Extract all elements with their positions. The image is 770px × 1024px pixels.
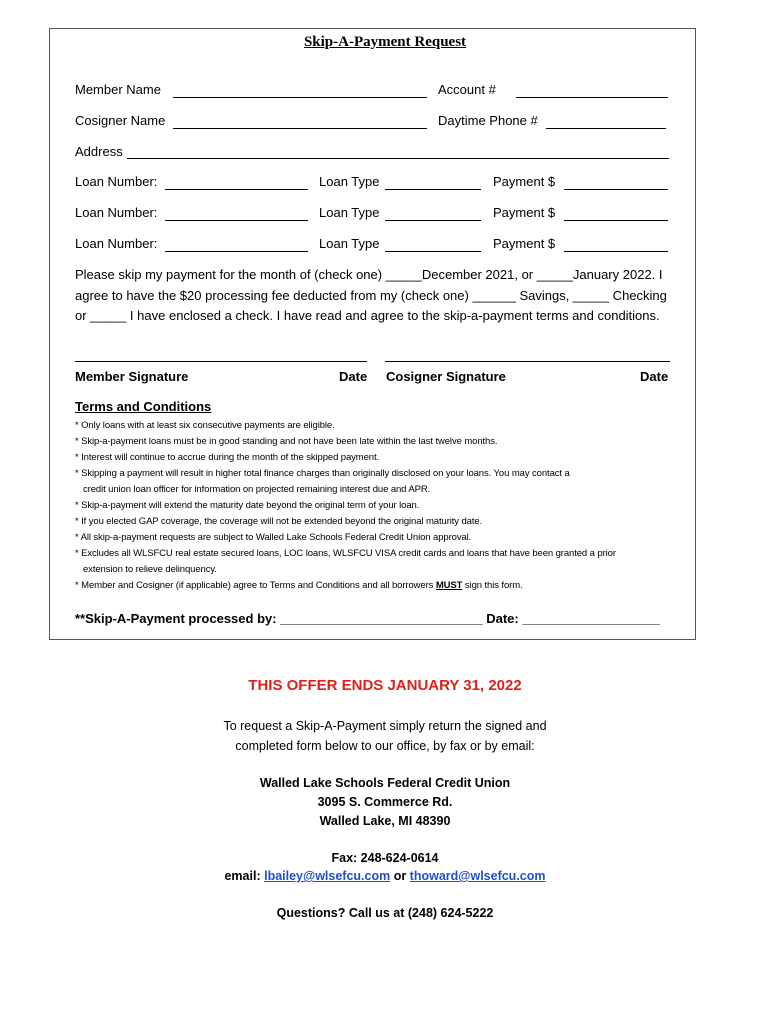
skip-request-paragraph [75, 265, 700, 327]
must-emphasis: MUST [435, 580, 463, 591]
loan-number-field[interactable] [165, 251, 308, 252]
org-name: Walled Lake Schools Federal Credit Union [259, 776, 511, 790]
paragraph-line: agree to have the $20 processing fee deducted from my (check one) ______ Savings, _____ Checking [75, 287, 667, 303]
instructions-line: completed form below to our office, by fax or by email: [235, 739, 535, 753]
terms-item: extension to relieve delinquency. [83, 564, 217, 575]
terms-item: * Skip-a-payment loans must be in good standing and not have been late within the last twelve months. [75, 436, 498, 447]
terms-heading: Terms and Conditions [75, 399, 212, 414]
terms-list [75, 418, 695, 594]
member-signature-label: Member Signature [75, 369, 189, 384]
loan-number-label: Loan Number: [75, 174, 158, 189]
email-line [0, 869, 770, 883]
cosigner-signature-label: Cosigner Signature [386, 369, 506, 384]
cosigner-signature-field[interactable] [385, 361, 670, 362]
terms-item: * All skip-a-payment requests are subject to Walled Lake Schools Federal Credit Union approval. [75, 532, 472, 543]
terms-item: * Skip-a-payment will extend the maturity date beyond the original term of your loan. [75, 500, 420, 511]
email-label: email: [224, 869, 265, 883]
payment-label: Payment $ [493, 174, 556, 189]
street-address: 3095 S. Commerce Rd. [317, 795, 453, 809]
member-name-label: Member Name [75, 82, 161, 97]
terms-item: * Only loans with at least six consecutive payments are eligible. [75, 420, 335, 431]
member-date-label: Date [339, 369, 368, 384]
loan-type-label: Loan Type [319, 174, 380, 189]
processed-by-line: **Skip-A-Payment processed by: ____________________________ Date: ___________________ [75, 611, 660, 626]
terms-text: * Member and Cosigner (if applicable) agree to Terms and Conditions and all borrowers [75, 580, 436, 591]
cosigner-name-field[interactable] [173, 128, 427, 129]
loan-type-field[interactable] [385, 189, 481, 190]
payment-field[interactable] [564, 220, 668, 221]
terms-item: credit union loan officer for information on projected remaining interest due and APR. [83, 484, 431, 495]
email-or: or [390, 869, 410, 883]
loan-number-field[interactable] [165, 220, 308, 221]
terms-item: * Skipping a payment will result in higher total finance charges than originally disclosed on your loans. You may contact a [75, 468, 570, 479]
account-field[interactable] [516, 97, 668, 98]
terms-item: * Excludes all WLSFCU real estate secured loans, LOC loans, WLSFCU VISA credit cards and loans that have been granted a prior [75, 548, 616, 559]
member-name-field[interactable] [173, 97, 427, 98]
address-label: Address [75, 144, 123, 159]
city-address: Walled Lake, MI 48390 [319, 814, 451, 828]
payment-field[interactable] [564, 189, 668, 190]
loan-type-field[interactable] [385, 251, 481, 252]
instructions-line: To request a Skip-A-Payment simply return the signed and [223, 719, 547, 733]
cosigner-name-label: Cosigner Name [75, 113, 166, 128]
cosigner-date-label: Date [640, 369, 669, 384]
terms-item: * Interest will continue to accrue during the month of the skipped payment. [75, 452, 380, 463]
address-field[interactable] [127, 158, 669, 159]
payment-label: Payment $ [493, 205, 556, 220]
email-link-lbailey[interactable]: lbailey@wlsefcu.com [264, 869, 391, 883]
loan-type-label: Loan Type [319, 205, 380, 220]
account-label: Account # [438, 82, 496, 97]
terms-item: * If you elected GAP coverage, the coverage will not be extended beyond the original maturity date. [75, 516, 483, 527]
loan-number-label: Loan Number: [75, 236, 158, 251]
member-signature-field[interactable] [75, 361, 367, 362]
fax-number: Fax: 248-624-0614 [331, 851, 439, 865]
paragraph-line: Please skip my payment for the month of (check one) _____December 2021, or _____January 2022. I [75, 267, 663, 282]
paragraph-line: or _____ I have enclosed a check. I have read and agree to the skip-a-payment terms and conditions. [75, 308, 660, 323]
daytime-phone-field[interactable] [546, 128, 666, 129]
email-link-thoward[interactable]: thoward@wlsefcu.com [409, 869, 546, 883]
loan-type-label: Loan Type [319, 236, 380, 251]
offer-ends-notice: THIS OFFER ENDS JANUARY 31, 2022 [248, 677, 522, 694]
form-title: Skip-A-Payment Request [303, 34, 467, 50]
payment-label: Payment $ [493, 236, 556, 251]
loan-type-field[interactable] [385, 220, 481, 221]
terms-text: sign this form. [462, 580, 523, 591]
payment-field[interactable] [564, 251, 668, 252]
loan-number-label: Loan Number: [75, 205, 158, 220]
loan-number-field[interactable] [165, 189, 308, 190]
questions-phone: Questions? Call us at (248) 624-5222 [276, 906, 494, 920]
terms-item [75, 578, 695, 594]
daytime-phone-label: Daytime Phone # [438, 113, 538, 128]
